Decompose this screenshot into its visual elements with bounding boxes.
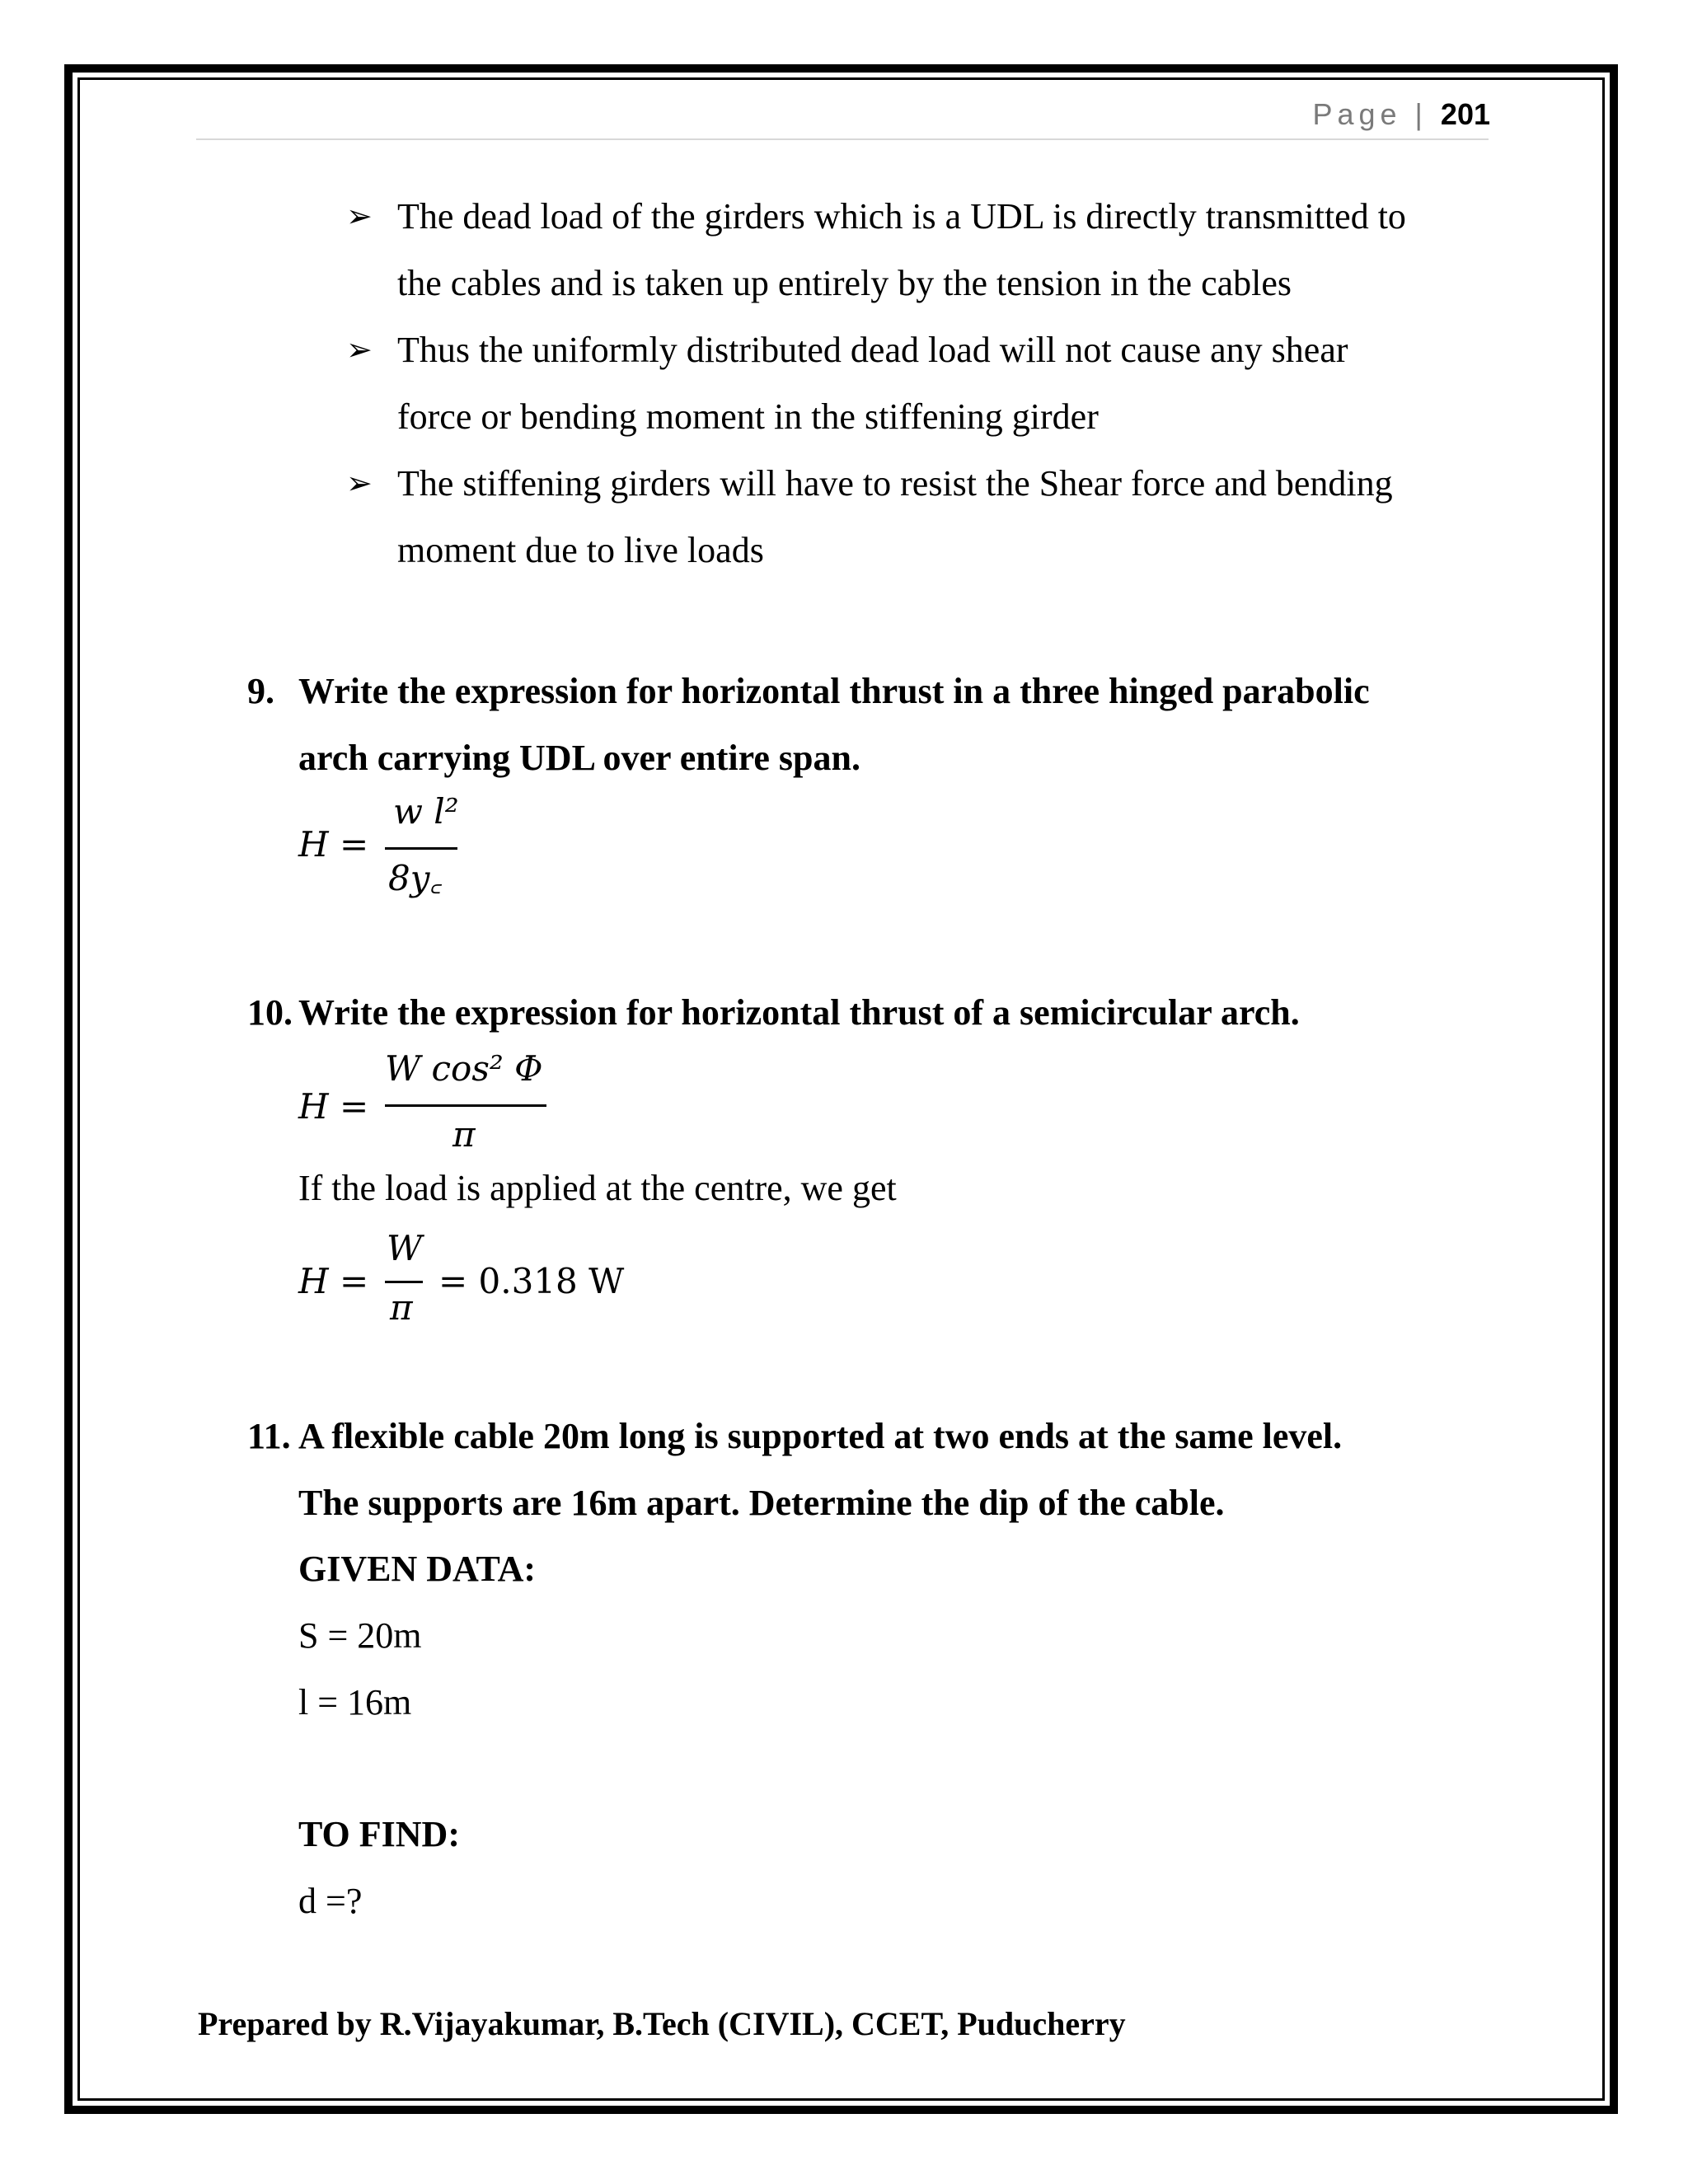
equation-note: If the load is applied at the centre, we get: [298, 1168, 897, 1208]
equation-thrust-semicircular: [298, 1048, 628, 1155]
denominator: 8y꜀: [388, 858, 442, 898]
bullet-line: The dead load of the girders which is a UDL is directly transmitted to: [397, 196, 1406, 237]
bullet-line: force or bending moment in the stiffening girder: [397, 396, 1099, 437]
page-number: 201: [1440, 97, 1490, 131]
equation-rhs: = 0.318 W: [438, 1261, 625, 1301]
bullet-line: the cables and is taken up entirely by the tension in the cables: [397, 263, 1292, 303]
given-value: S = 20m: [298, 1615, 422, 1656]
to-find-label: TO FIND:: [298, 1814, 460, 1854]
question-11: [247, 1403, 1533, 1536]
equation-lhs: H =: [298, 1086, 369, 1127]
given-value: l = 16m: [298, 1682, 412, 1722]
bullet-line: The stiffening girders will have to resist the Shear force and bending: [397, 463, 1393, 504]
question-number: 9.: [247, 671, 274, 711]
arrow-bullet-icon: ➢: [346, 465, 373, 501]
question-number: 10.: [247, 992, 293, 1033]
numerator: W cos² Φ: [385, 1048, 543, 1089]
fraction-bar: [385, 1281, 423, 1283]
denominator: π: [452, 1114, 476, 1155]
page-footer: Prepared by R.Vijayakumar, B.Tech (CIVIL), CCET, Puducherry: [198, 2005, 1126, 2042]
arrow-bullet-icon: ➢: [346, 198, 373, 234]
question-text: The supports are 16m apart. Determine the dip of the cable.: [298, 1483, 1225, 1523]
bullet-list: [346, 183, 1500, 583]
bullet-item: [346, 316, 1500, 450]
given-data-label: GIVEN DATA:: [298, 1549, 537, 1589]
bullet-item: [346, 450, 1500, 583]
question-text: arch carrying UDL over entire span.: [298, 738, 860, 778]
question-text: Write the expression for horizontal thrust in a three hinged parabolic: [298, 671, 1370, 711]
bullet-line: Thus the uniformly distributed dead load will not cause any shear: [397, 330, 1348, 370]
page-label: Page: [1312, 97, 1402, 131]
page-separator: |: [1414, 97, 1428, 131]
fraction-bar: [385, 847, 457, 850]
to-find-value: d =?: [298, 1881, 363, 1921]
arrow-bullet-icon: ➢: [346, 331, 373, 368]
question-text: Write the expression for horizontal thrust of a semicircular arch.: [298, 992, 1300, 1033]
header-rule: [196, 138, 1489, 140]
denominator: π: [390, 1287, 413, 1328]
question-text: A flexible cable 20m long is supported at two ends at the same level.: [298, 1416, 1343, 1456]
numerator: W: [387, 1228, 423, 1268]
equation-thrust-parabolic: [298, 791, 546, 898]
question-9: [247, 658, 1533, 791]
equation-thrust-centre: [298, 1228, 710, 1335]
page-header: [1312, 97, 1490, 132]
question-number: 11.: [247, 1416, 291, 1456]
question-10: [247, 979, 1533, 1046]
equation-lhs: H =: [298, 1261, 369, 1301]
numerator: w l²: [393, 791, 459, 832]
equation-lhs: H =: [298, 824, 369, 865]
bullet-line: moment due to live loads: [397, 530, 764, 570]
fraction-bar: [385, 1104, 546, 1107]
bullet-item: [346, 183, 1500, 316]
